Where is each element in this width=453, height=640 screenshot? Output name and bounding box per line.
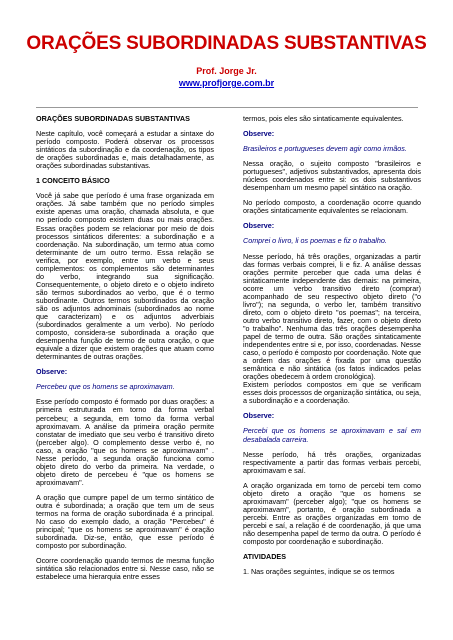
analysis-paragraph: Nesse período, há três orações, organizadas respectivamente a partir das formas verbais percebi, aproximavam e saí.: [243, 449, 421, 475]
website-link[interactable]: www.profjorge.com.br: [178, 78, 275, 88]
principal-paragraph: A oração que cumpre papel de um termo sintático de outra é subordinada; a oração que tem um de seus termos na forma de oração subordinada é a principal. No caso do exemplo dado, a oração "Percebeu" é principal; "que os homens se aproximavam" é oração subordinada. Diz-se, então, que esse período é composto por subordinação.: [36, 492, 214, 551]
subsection-heading: 1 CONCEITO BÁSICO: [36, 176, 110, 186]
left-column: [36, 115, 214, 588]
analysis-paragraph: Nesse período, há três orações, organizadas a partir das formas verbais comprei, li e fiz. A análise dessas orações permite perceber que cada uma delas é sintaticamente independente das demais: na primeira, ocorre um verbo transitivo direto (comprar) acompanhado de seu respectivo objeto direto ("o livro"); na segunda, o verbo ler, também transitivo direto, com o objeto direto "os poemas"; na terceira, outro verbo transitivo direto, fazer, com o objeto direto "o trabalho". Nenhuma das três orações desempenha papel de termo de outra. São orações sintaticamente independentes entre si e, por isso, coordenadas. Nesse caso, o período é composto por coordenação. Note que a ordem das orações é fixada por uma questão semântica e não sintática (os fatos indicados pelas orações obedecem à ordem cronológica).: [243, 251, 421, 382]
observe-label: Observe:: [243, 221, 275, 231]
observe-label: Observe:: [243, 129, 275, 139]
section-heading: ORAÇÕES SUBORDINADAS SUBSTANTIVAS: [36, 114, 190, 123]
analysis-paragraph: Esse período composto é formado por duas orações: a primeira estruturada em torno da forma verbal percebeu; a segunda, em torno da forma verbal aproximavam. A análise da primeira oração permite constatar de imediato que seu verbo é transitivo direto (perceber algo). O complemento desse verbo é, no caso, a oração "que os homens se aproximavam" . Nesse período, a segunda oração funciona como objeto direto do verbo da primeira. Na verdade, o objeto direto de percebeu é "que os homens se aproximavam".: [36, 397, 214, 487]
header-divider: [36, 107, 418, 108]
right-column: [243, 115, 421, 583]
observe-label: Observe:: [243, 411, 275, 421]
continuation-paragraph: termos, pois eles são sintaticamente equivalentes.: [243, 114, 404, 123]
concept-paragraph: Você já sabe que período é uma frase organizada em orações. Já sabe também que no período simples existe apenas uma oração, chamada absoluta, e que no período composto existem duas ou mais orações. Essas orações podem se relacionar por meio de dois processos sintáticos diferentes: a subordinação e a coordenação. Na subordinação, um termo atua como determinante de um outro termo. Essa relação se verifica, por exemplo, entre um verbo e seus complementos: os complementos são determinantes do verbo, integrando sua significação. Consequentemente, o objeto direto e o objeto indireto são termos subordinados ao verbo, que é o termo subordinante. Outros termos subordinados da oração são os adjuntos adnominais (subordinados ao nome que caracterizam) e os adjuntos adverbiais (subordinados geralmente a um verbo). No período composto, considera-se subordinada a oração que desempenha função de termo de outra oração, o que equivale a dizer que existem orações que atuam como determinantes de outras orações.: [36, 191, 214, 362]
analysis-paragraph: Existem períodos compostos em que se verificam esses dois processos de organização sintática, ou seja, a subordinação e a coordenação.: [243, 380, 421, 406]
observe-example: Percebi que os homens se aproximavam e saí em desabalada carreira.: [243, 426, 421, 444]
coordination-paragraph: Ocorre coordenação quando termos de mesma função sintática são relacionados entre si. Nesse caso, não se estabelece uma hierarquia entre esses: [36, 556, 214, 582]
author-name: Prof. Jorge Jr.: [196, 66, 257, 76]
analysis-paragraph: A oração organizada em torno de percebi tem como objeto direto a oração "que os homens se aproximavam" (perceber algo); "que os homens se aproximavam", portanto, é oração subordinada a percebi. Entre as orações organizadas em torno de percebi e saí, a relação é de coordenação, já que uma não desempenha papel de termo da outra. O período é composto por coordenação e subordinação.: [243, 480, 421, 547]
observe-label: Observe:: [36, 367, 68, 377]
analysis-paragraph: Nessa oração, o sujeito composto "brasileiros e portugueses", adjetivos substantivados, apresenta dois núcleos coordenados entre si: os dois substantivos desempenham um mesmo papel sintático na oração.: [243, 159, 421, 193]
observe-example: Percebeu que os homens se aproximavam.: [36, 382, 175, 392]
activity-item: 1. Nas orações seguintes, indique se os termos: [243, 567, 395, 577]
observe-example: Comprei o livro, li os poemas e fiz o trabalho.: [243, 236, 387, 246]
intro-paragraph: Neste capítulo, você começará a estudar a sintaxe do período composto. Poderá observar os processos sintáticos da subordinação e da coordenação, os tipos de orações subordinadas e, mais detalhadamente, as orações subordinadas substantivas.: [36, 129, 214, 171]
activities-heading: ATIVIDADES: [243, 552, 286, 562]
observe-example: Brasileiros e portugueses devem agir como irmãos.: [243, 144, 407, 154]
page-title: ORAÇÕES SUBORDINADAS SUBSTANTIVAS: [26, 33, 427, 54]
analysis-paragraph: No período composto, a coordenação ocorre quando orações sintaticamente equivalentes se relacionam.: [243, 198, 421, 216]
